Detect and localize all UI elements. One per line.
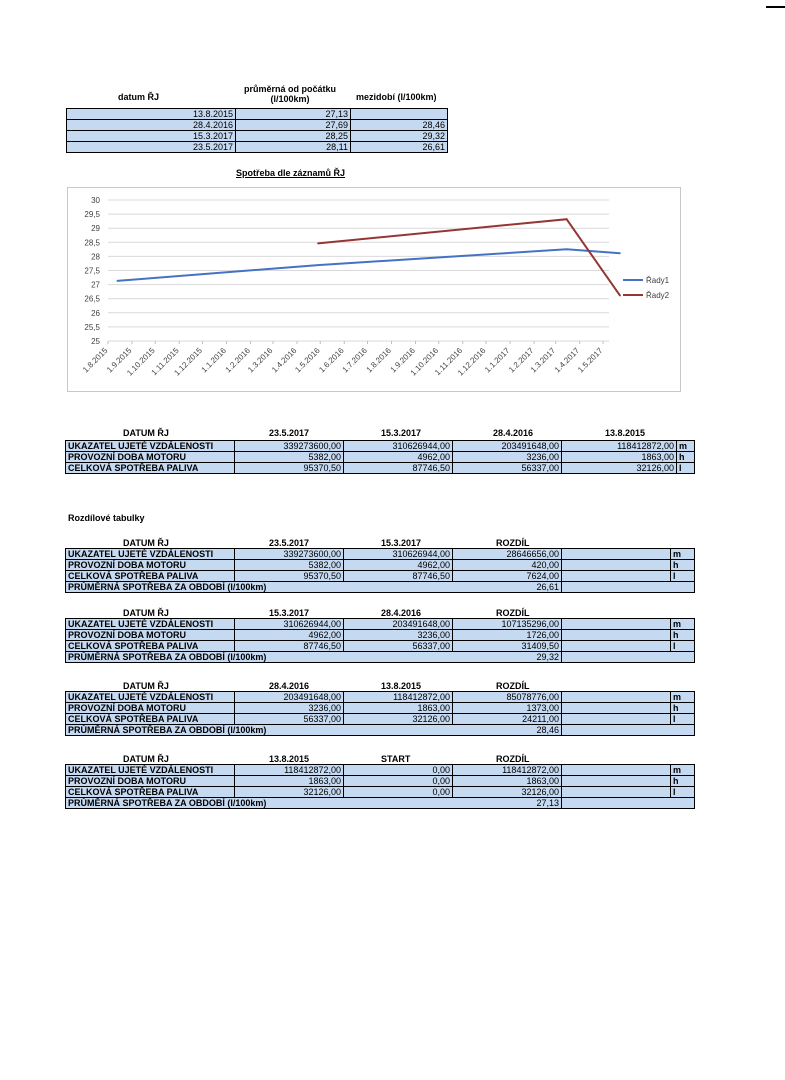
unit-label: l xyxy=(671,571,695,582)
table-row xyxy=(66,714,695,725)
main-header-label: DATUM ŘJ xyxy=(123,428,169,438)
row-label: CELKOVÁ SPOTŘEBA PALIVA xyxy=(66,463,235,474)
cell-value: 1863,00 xyxy=(344,703,453,714)
cell-value: 339273600,00 xyxy=(235,441,344,452)
cell-value: 5382,00 xyxy=(235,452,344,463)
x-tick-label: 1.8.2015 xyxy=(81,346,110,375)
diff-header-date1: 28.4.2016 xyxy=(269,681,310,691)
data-point xyxy=(317,264,319,266)
table-row xyxy=(66,641,695,652)
unit-label: m xyxy=(677,441,695,452)
empty-cell xyxy=(562,692,671,703)
cell-value: 203491648,00 xyxy=(344,619,453,630)
x-tick-label: 1.5.2017 xyxy=(576,346,605,375)
table-row xyxy=(66,549,695,560)
x-tick-label: 1.5.2016 xyxy=(293,346,322,375)
data-point xyxy=(619,252,621,254)
avg-label: PRŮMĚRNÁ SPOTŘEBA ZA OBDOBÍ (l/100km) xyxy=(66,725,453,736)
main-header-date: 13.8.2015 xyxy=(605,428,646,438)
unit-label: m xyxy=(671,765,695,776)
chart-title: Spotřeba dle záznamů ŘJ xyxy=(236,168,346,178)
unit-label: h xyxy=(671,703,695,714)
row-label: CELKOVÁ SPOTŘEBA PALIVA xyxy=(66,714,235,725)
corner-mark xyxy=(766,6,785,8)
main-header-date: 23.5.2017 xyxy=(269,428,310,438)
diff-header-date2: 28.4.2016 xyxy=(381,608,422,618)
x-tick-label: 1.7.2016 xyxy=(340,346,369,375)
cell-value: 118412872,00 xyxy=(562,441,677,452)
summary-prumerna: 28,25 xyxy=(236,131,351,142)
cell-value: 56337,00 xyxy=(344,641,453,652)
unit-label: h xyxy=(677,452,695,463)
avg-value: 28,46 xyxy=(453,725,562,736)
y-tick-label: 25,5 xyxy=(84,322,100,332)
unit-label: l xyxy=(671,787,695,798)
diff-table xyxy=(65,548,695,593)
cell-value: 3236,00 xyxy=(453,452,562,463)
cell-value: 0,00 xyxy=(344,765,453,776)
empty-cell xyxy=(562,652,695,663)
data-point xyxy=(566,218,568,220)
cell-value: 32126,00 xyxy=(235,787,344,798)
cell-value: 310626944,00 xyxy=(344,549,453,560)
summary-mezidobi: 28,46 xyxy=(351,120,448,131)
diff-header-date2: START xyxy=(381,754,411,764)
cell-value: 203491648,00 xyxy=(453,441,562,452)
row-label: UKAZATEL UJETÉ VZDÁLENOSTI xyxy=(66,765,235,776)
empty-cell xyxy=(562,787,671,798)
y-tick-label: 26 xyxy=(91,308,100,318)
unit-label: m xyxy=(671,692,695,703)
y-tick-label: 30 xyxy=(91,196,100,205)
cell-value: 1863,00 xyxy=(235,776,344,787)
summary-datum: 15.3.2017 xyxy=(67,131,236,142)
cell-value: 310626944,00 xyxy=(235,619,344,630)
cell-value: 56337,00 xyxy=(235,714,344,725)
cell-value: 118412872,00 xyxy=(344,692,453,703)
diff-value: 85078776,00 xyxy=(453,692,562,703)
diff-header-rozdil: ROZDÍL xyxy=(496,754,530,764)
empty-cell xyxy=(562,582,695,593)
x-tick-label: 1.11.2016 xyxy=(433,346,465,378)
summary-datum: 13.8.2015 xyxy=(67,109,236,120)
summary-header-prumerna: průměrná od počátku (l/100km) xyxy=(243,84,336,104)
summary-datum: 23.5.2017 xyxy=(67,142,236,153)
unit-label: m xyxy=(671,619,695,630)
diff-header-label: DATUM ŘJ xyxy=(123,538,169,548)
diff-value: 32126,00 xyxy=(453,787,562,798)
table-row xyxy=(67,131,448,142)
cell-value: 4962,00 xyxy=(344,560,453,571)
cell-value: 0,00 xyxy=(344,787,453,798)
diff-value: 24211,00 xyxy=(453,714,562,725)
empty-cell xyxy=(562,619,671,630)
cell-value: 87746,50 xyxy=(344,463,453,474)
summary-header-datum: datum ŘJ xyxy=(118,92,160,102)
main-header-date: 28.4.2016 xyxy=(493,428,534,438)
cell-value: 203491648,00 xyxy=(235,692,344,703)
avg-value: 29,32 xyxy=(453,652,562,663)
cell-value: 95370,50 xyxy=(235,571,344,582)
y-tick-label: 27 xyxy=(91,280,100,290)
diff-value: 31409,50 xyxy=(453,641,562,652)
table-row xyxy=(67,120,448,131)
diff-header-rozdil: ROZDÍL xyxy=(496,681,530,691)
main-table xyxy=(65,440,695,474)
y-tick-label: 29,5 xyxy=(84,210,100,220)
unit-label: h xyxy=(671,560,695,571)
cell-value: 1863,00 xyxy=(562,452,677,463)
y-tick-label: 25 xyxy=(91,337,100,346)
avg-row xyxy=(66,652,695,663)
table-row xyxy=(66,452,695,463)
cell-value: 339273600,00 xyxy=(235,549,344,560)
y-tick-label: 27,5 xyxy=(84,266,100,276)
table-row xyxy=(67,142,448,153)
x-tick-label: 1.6.2016 xyxy=(317,346,346,375)
empty-cell xyxy=(562,560,671,571)
x-tick-label: 1.1.2017 xyxy=(483,346,512,375)
x-tick-label: 1.11.2015 xyxy=(149,346,181,378)
y-tick-label: 26,5 xyxy=(84,294,100,304)
x-tick-label: 1.4.2016 xyxy=(270,346,299,375)
y-tick-label: 29 xyxy=(91,224,100,234)
data-point xyxy=(566,249,568,251)
x-tick-label: 1.8.2016 xyxy=(364,346,393,375)
empty-cell xyxy=(562,714,671,725)
diff-header-date2: 13.8.2015 xyxy=(381,681,422,691)
diff-header-rozdil: ROZDÍL xyxy=(496,608,530,618)
empty-cell xyxy=(562,571,671,582)
summary-header-mezidobi: mezidobí (l/100km) xyxy=(356,92,437,102)
empty-cell xyxy=(562,725,695,736)
empty-cell xyxy=(562,765,671,776)
row-label: CELKOVÁ SPOTŘEBA PALIVA xyxy=(66,641,235,652)
diff-value: 1726,00 xyxy=(453,630,562,641)
row-label: UKAZATEL UJETÉ VZDÁLENOSTI xyxy=(66,441,235,452)
summary-prumerna: 27,13 xyxy=(236,109,351,120)
diff-value: 107135296,00 xyxy=(453,619,562,630)
table-row xyxy=(66,571,695,582)
diff-header-rozdil: ROZDÍL xyxy=(496,538,530,548)
table-row xyxy=(66,787,695,798)
cell-value: 310626944,00 xyxy=(344,441,453,452)
diff-header-label: DATUM ŘJ xyxy=(123,681,169,691)
diff-header-date2: 15.3.2017 xyxy=(381,538,422,548)
y-tick-label: 28,5 xyxy=(84,238,100,248)
table-row xyxy=(66,463,695,474)
table-row xyxy=(67,109,448,120)
avg-row xyxy=(66,798,695,809)
avg-value: 26,61 xyxy=(453,582,562,593)
diff-value: 7624,00 xyxy=(453,571,562,582)
row-label: PROVOZNÍ DOBA MOTORU xyxy=(66,776,235,787)
avg-label: PRŮMĚRNÁ SPOTŘEBA ZA OBDOBÍ (l/100km) xyxy=(66,652,453,663)
cell-value: 56337,00 xyxy=(453,463,562,474)
summary-mezidobi: 29,32 xyxy=(351,131,448,142)
cell-value: 5382,00 xyxy=(235,560,344,571)
summary-datum: 28.4.2016 xyxy=(67,120,236,131)
x-tick-label: 1.1.2016 xyxy=(199,346,228,375)
empty-cell xyxy=(562,703,671,714)
cell-value: 32126,00 xyxy=(344,714,453,725)
unit-label: h xyxy=(671,630,695,641)
row-label: PROVOZNÍ DOBA MOTORU xyxy=(66,630,235,641)
table-row xyxy=(66,630,695,641)
table-row xyxy=(66,703,695,714)
x-tick-label: 1.2.2016 xyxy=(223,346,252,375)
avg-label: PRŮMĚRNÁ SPOTŘEBA ZA OBDOBÍ (l/100km) xyxy=(66,582,453,593)
legend-label: Řady1 xyxy=(646,276,670,285)
data-point xyxy=(116,280,118,282)
diff-table xyxy=(65,618,695,663)
unit-label: l xyxy=(671,714,695,725)
unit-label: h xyxy=(671,776,695,787)
diff-value: 118412872,00 xyxy=(453,765,562,776)
avg-value: 27,13 xyxy=(453,798,562,809)
summary-prumerna: 27,69 xyxy=(236,120,351,131)
empty-cell xyxy=(562,776,671,787)
diff-value: 1863,00 xyxy=(453,776,562,787)
y-tick-label: 28 xyxy=(91,252,100,262)
diff-value: 1373,00 xyxy=(453,703,562,714)
x-tick-label: 1.10.2015 xyxy=(125,346,157,378)
x-tick-label: 1.3.2017 xyxy=(528,346,558,375)
cell-value: 32126,00 xyxy=(562,463,677,474)
cell-value: 87746,50 xyxy=(344,571,453,582)
chart-container xyxy=(67,187,681,392)
diff-header-date1: 13.8.2015 xyxy=(269,754,310,764)
series-line-1 xyxy=(117,249,620,281)
table-row xyxy=(66,765,695,776)
summary-mezidobi: 26,61 xyxy=(351,142,448,153)
x-tick-label: 1.3.2016 xyxy=(246,346,275,375)
unit-label: l xyxy=(677,463,695,474)
table-row xyxy=(66,619,695,630)
x-tick-label: 1.4.2017 xyxy=(552,346,582,375)
empty-cell xyxy=(562,798,695,809)
row-label: CELKOVÁ SPOTŘEBA PALIVA xyxy=(66,787,235,798)
cell-value: 0,00 xyxy=(344,776,453,787)
data-point xyxy=(619,295,621,297)
row-label: UKAZATEL UJETÉ VZDÁLENOSTI xyxy=(66,549,235,560)
diff-section-title: Rozdílové tabulky xyxy=(68,513,145,523)
row-label: PROVOZNÍ DOBA MOTORU xyxy=(66,703,235,714)
unit-label: l xyxy=(671,641,695,652)
x-tick-label: 1.12.2015 xyxy=(172,346,204,378)
diff-table xyxy=(65,691,695,736)
table-row xyxy=(66,776,695,787)
cell-value: 87746,50 xyxy=(235,641,344,652)
empty-cell xyxy=(562,549,671,560)
diff-header-label: DATUM ŘJ xyxy=(123,754,169,764)
summary-prumerna: 28,11 xyxy=(236,142,351,153)
row-label: UKAZATEL UJETÉ VZDÁLENOSTI xyxy=(66,619,235,630)
row-label: CELKOVÁ SPOTŘEBA PALIVA xyxy=(66,571,235,582)
diff-header-date1: 15.3.2017 xyxy=(269,608,310,618)
row-label: UKAZATEL UJETÉ VZDÁLENOSTI xyxy=(66,692,235,703)
x-tick-label: 1.10.2016 xyxy=(408,346,441,378)
legend-label: Řady2 xyxy=(646,291,670,300)
diff-header-date1: 23.5.2017 xyxy=(269,538,310,548)
row-label: PROVOZNÍ DOBA MOTORU xyxy=(66,452,235,463)
table-row xyxy=(66,441,695,452)
diff-value: 28646656,00 xyxy=(453,549,562,560)
x-tick-label: 1.9.2015 xyxy=(105,346,134,375)
cell-value: 95370,50 xyxy=(235,463,344,474)
line-chart xyxy=(68,188,680,391)
cell-value: 4962,00 xyxy=(344,452,453,463)
diff-header-label: DATUM ŘJ xyxy=(123,608,169,618)
avg-label: PRŮMĚRNÁ SPOTŘEBA ZA OBDOBÍ (l/100km) xyxy=(66,798,453,809)
avg-row xyxy=(66,725,695,736)
data-point xyxy=(317,243,319,245)
unit-label: m xyxy=(671,549,695,560)
row-label: PROVOZNÍ DOBA MOTORU xyxy=(66,560,235,571)
cell-value: 4962,00 xyxy=(235,630,344,641)
cell-value: 3236,00 xyxy=(344,630,453,641)
main-header-date: 15.3.2017 xyxy=(381,428,422,438)
empty-cell xyxy=(562,630,671,641)
table-row xyxy=(66,560,695,571)
x-tick-label: 1.9.2016 xyxy=(388,346,417,375)
diff-table xyxy=(65,764,695,809)
x-tick-label: 1.12.2016 xyxy=(455,346,488,378)
cell-value: 3236,00 xyxy=(235,703,344,714)
summary-mezidobi xyxy=(351,109,448,120)
diff-value: 420,00 xyxy=(453,560,562,571)
cell-value: 118412872,00 xyxy=(235,765,344,776)
empty-cell xyxy=(562,641,671,652)
avg-row xyxy=(66,582,695,593)
table-row xyxy=(66,692,695,703)
summary-table xyxy=(66,108,448,153)
x-tick-label: 1.2.2017 xyxy=(507,346,536,375)
